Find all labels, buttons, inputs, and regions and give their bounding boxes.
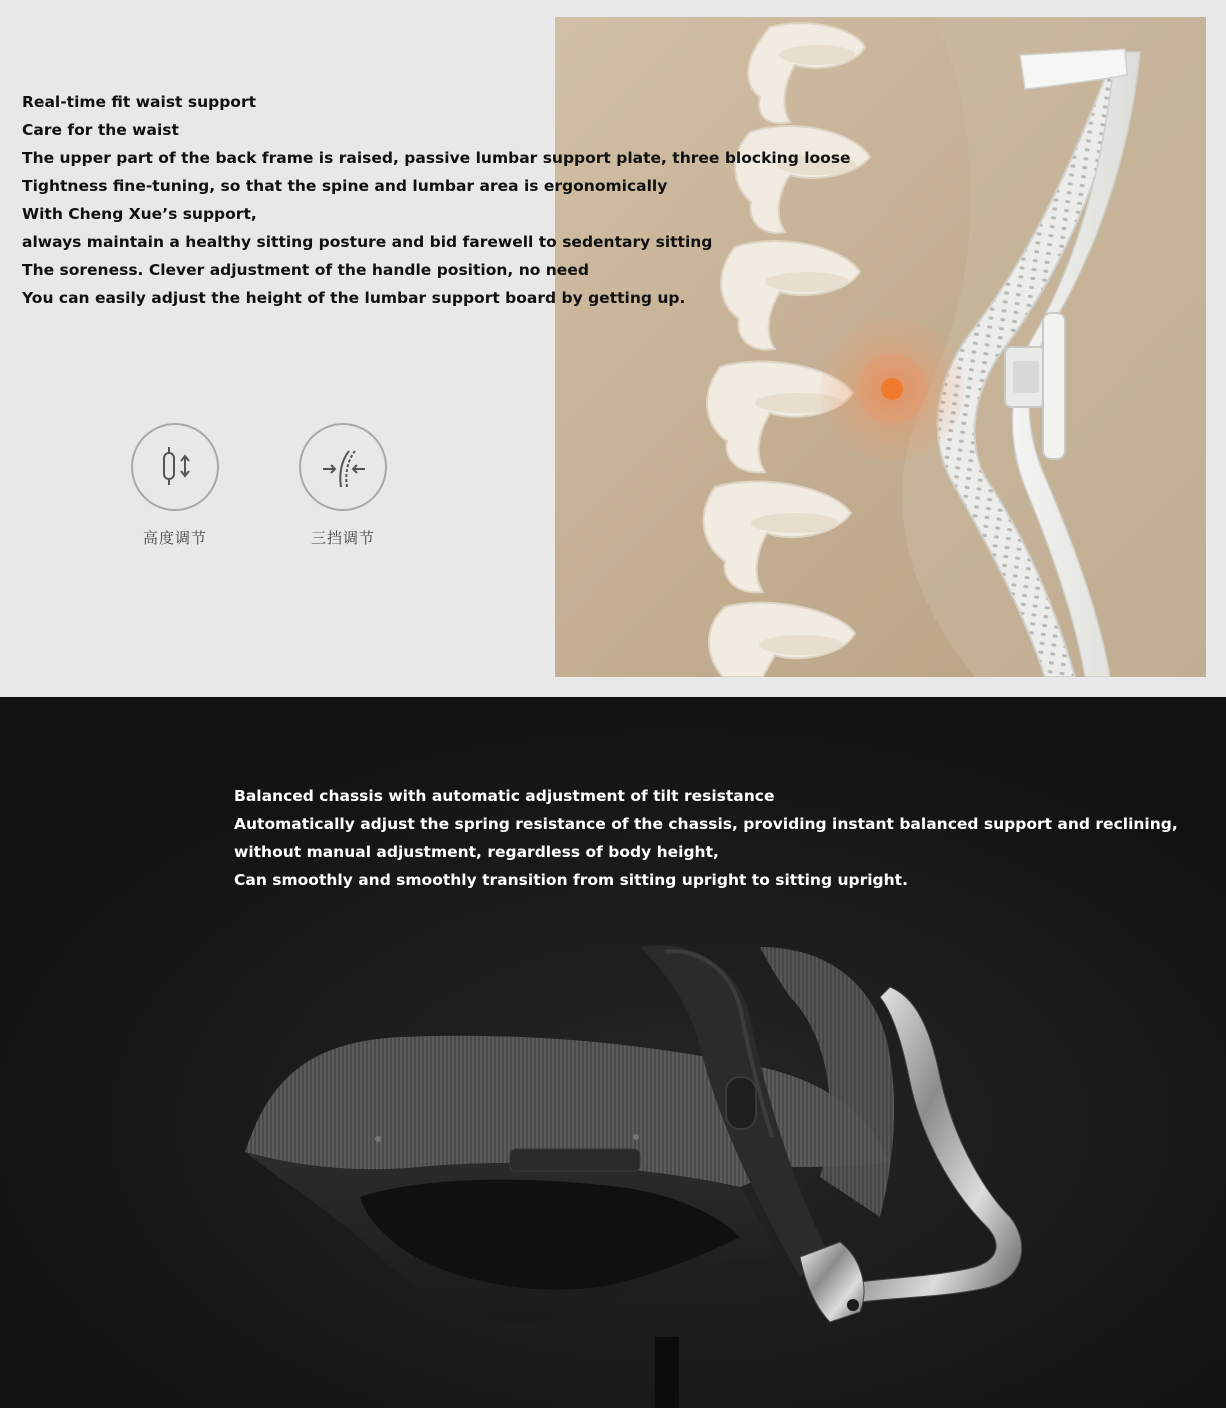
chassis-section — [0, 697, 1226, 1408]
feature-label: 三挡调节 — [310, 529, 375, 547]
lumbar-line: With Cheng Xue’s support, — [22, 205, 257, 223]
lumbar-description — [22, 88, 851, 312]
height-adjust-icon — [131, 423, 219, 511]
three-gear-adjust-icon — [299, 423, 387, 511]
chassis-description — [234, 782, 1214, 894]
lumbar-line: You can easily adjust the height of the lumbar support board by getting up. — [22, 289, 686, 307]
lumbar-line: Tightness fine-tuning, so that the spine and lumbar area is ergonomically — [22, 177, 668, 195]
feature-height-adjust — [129, 423, 221, 548]
lumbar-subheading: Care for the waist — [22, 121, 179, 139]
chassis-line: Can smoothly and smoothly transition from sitting upright to sitting upright. — [234, 871, 908, 889]
lumbar-heading: Real-time fit waist support — [22, 93, 257, 111]
chassis-heading: Balanced chassis with automatic adjustment of tilt resistance — [234, 787, 775, 805]
chassis-line: Automatically adjust the spring resistance of the chassis, providing instant balanced support and reclining, — [234, 815, 1178, 833]
chassis-line: without manual adjustment, regardless of body height, — [234, 843, 719, 861]
feature-label: 高度调节 — [142, 529, 207, 547]
lumbar-support-section — [0, 0, 1226, 697]
lumbar-line: always maintain a healthy sitting posture and bid farewell to sedentary sitting — [22, 233, 713, 251]
feature-three-gear-adjust — [297, 423, 389, 548]
lumbar-line: The upper part of the back frame is raised, passive lumbar support plate, three blocking loose — [22, 149, 851, 167]
lumbar-line: The soreness. Clever adjustment of the handle position, no need — [22, 261, 589, 279]
